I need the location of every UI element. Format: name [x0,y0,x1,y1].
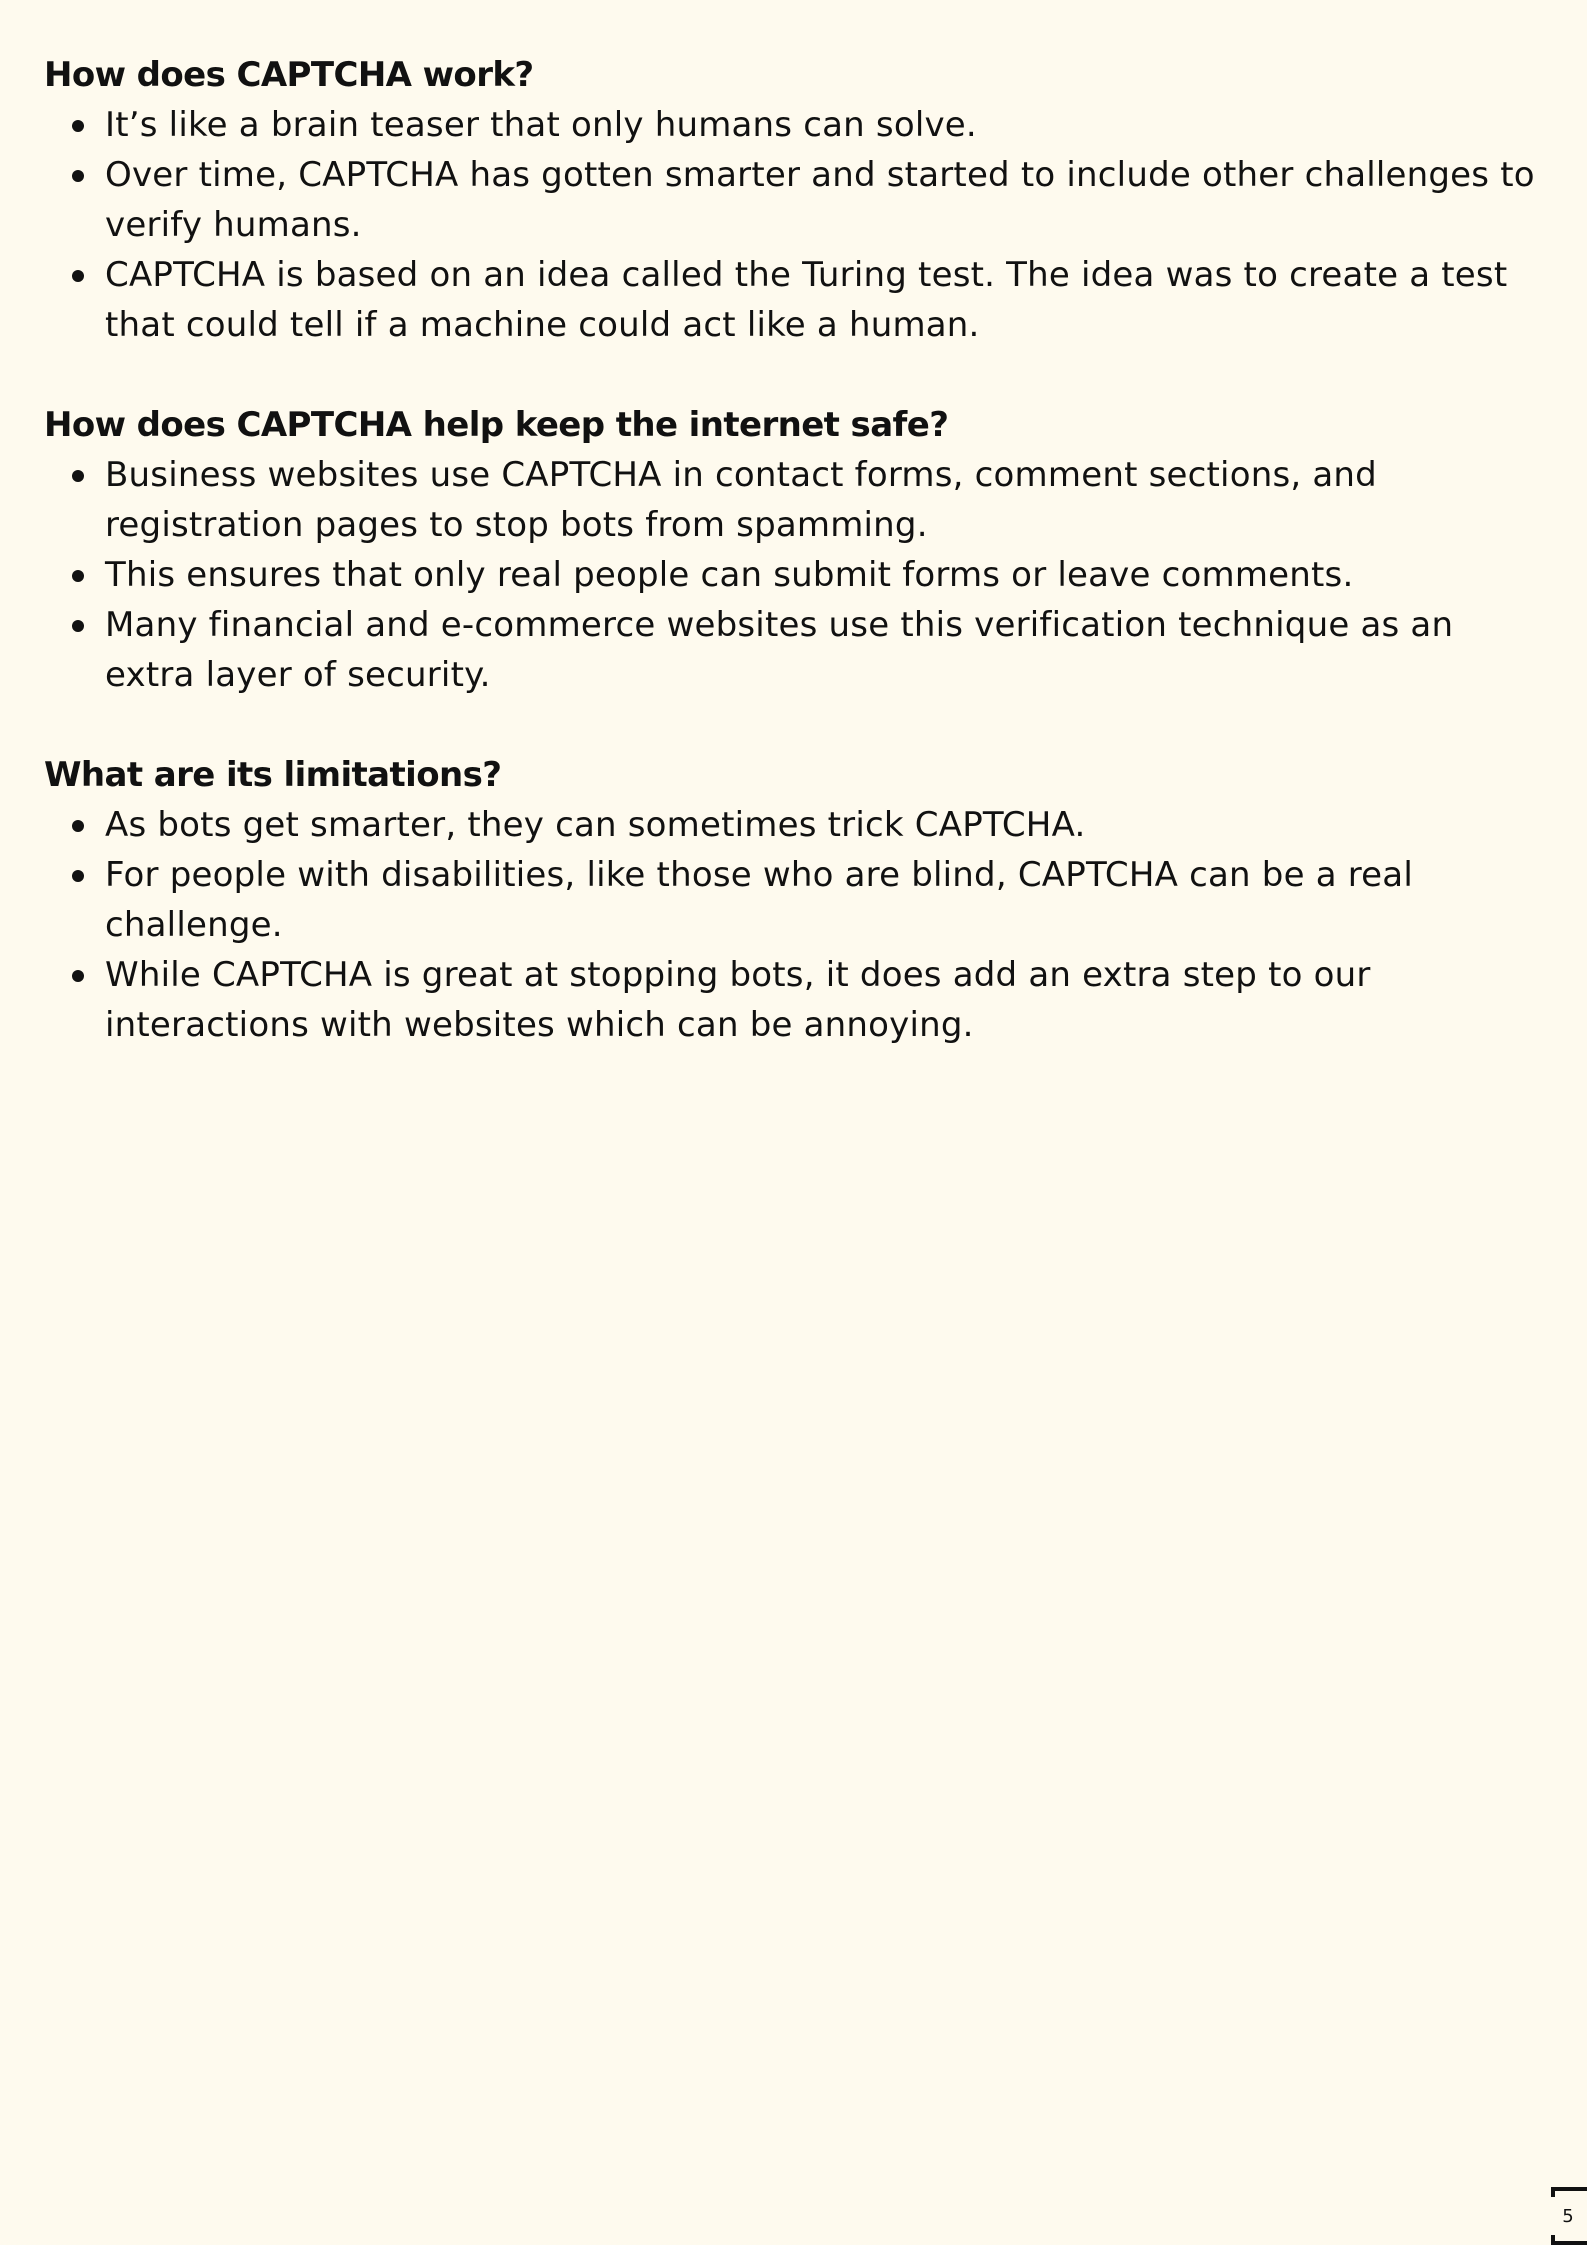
bullet-item [44,600,1544,700]
bullet-list [44,100,1544,350]
page-number [1549,2187,1587,2245]
bullet-icon [72,570,84,582]
bullet-text: While CAPTCHA is great at stopping bots, it does add an extra step to our interactions with websites which can be annoying. [105,955,1371,1045]
bullet-icon [72,870,84,882]
bullet-text: CAPTCHA is based on an idea called the Turing test. The idea was to create a test that could tell if a machine could act like a human. [105,255,1508,345]
bullet-item [44,100,1544,150]
bullet-item [44,950,1544,1050]
bullet-item [44,850,1544,950]
bracket-icon [1551,2187,1587,2197]
bullet-text: As bots get smarter, they can sometimes trick CAPTCHA. [105,805,1086,845]
bullet-text: It’s like a brain teaser that only humans can solve. [105,105,977,145]
bullet-icon [72,170,84,182]
bullet-icon [72,620,84,632]
bullet-icon [72,120,84,132]
bullet-item [44,150,1544,250]
section-heading: How does CAPTCHA help keep the internet safe? [44,405,949,445]
bullet-list [44,800,1544,1050]
section-heading: What are its limitations? [44,755,502,795]
section-internet-safety [44,400,1544,700]
bullet-text: Over time, CAPTCHA has gotten smarter and started to include other challenges to verify humans. [105,155,1535,245]
bullet-icon [72,270,84,282]
document-body [44,50,1544,1100]
bullet-list [44,450,1544,700]
bullet-item [44,250,1544,350]
bullet-item [44,450,1544,550]
bullet-item [44,800,1544,850]
section-limitations [44,750,1544,1050]
bullet-item [44,550,1544,600]
bullet-icon [72,470,84,482]
bullet-icon [72,820,84,832]
bullet-text: For people with disabilities, like those who are blind, CAPTCHA can be a real challenge. [105,855,1413,945]
bullet-icon [72,970,84,982]
bullet-text: Business websites use CAPTCHA in contact forms, comment sections, and registration pages to stop bots from spamming. [105,455,1377,545]
bracket-icon [1551,2235,1587,2245]
section-how-captcha-works [44,50,1544,350]
page-number-text: 5 [1562,2205,1574,2227]
bullet-text: This ensures that only real people can submit forms or leave comments. [105,555,1354,595]
bullet-text: Many financial and e-commerce websites use this verification technique as an extra layer of security. [105,605,1454,695]
section-heading: How does CAPTCHA work? [44,55,534,95]
